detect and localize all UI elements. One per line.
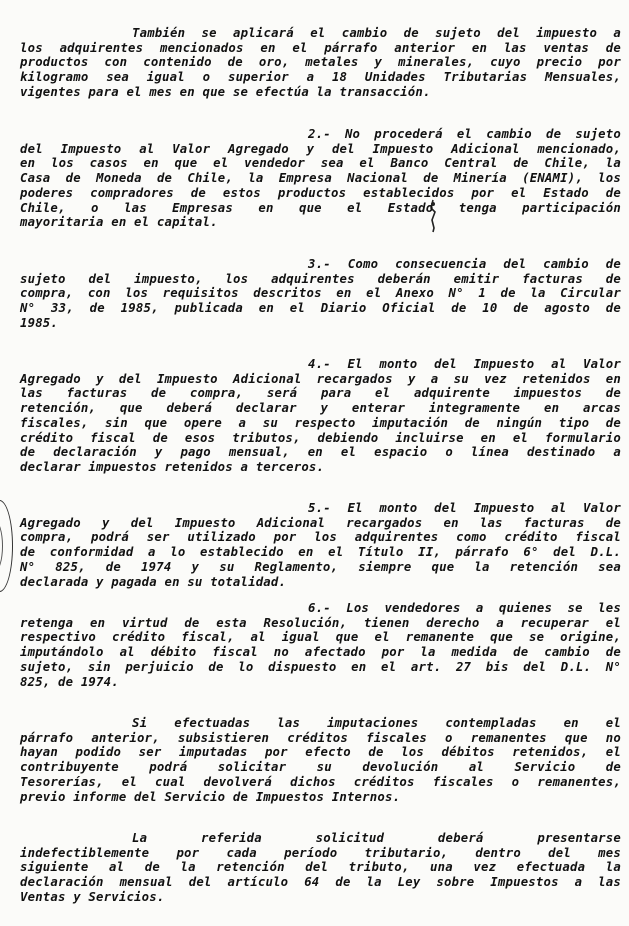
paragraph-7 bbox=[20, 716, 621, 804]
paragraph-line: Si efectuadas las imputaciones contempladas en el bbox=[132, 716, 621, 730]
paragraph-line: párrafo anterior, subsistieren créditos fiscales o remanentes que no bbox=[20, 730, 621, 745]
paragraph-5 bbox=[20, 501, 621, 589]
paragraph-line: en los casos en que el vendedor sea el Banco Central de Chile, la bbox=[20, 156, 621, 171]
paragraph-line: kilogramo sea igual o superior a 18 Unidades Tributarias Mensuales, bbox=[20, 70, 621, 85]
paragraph-1 bbox=[20, 26, 621, 100]
paragraph-line: sujeto, sin perjuicio de lo dispuesto en el art. 27 bis del D.L. N° bbox=[20, 659, 621, 674]
paragraph-3 bbox=[20, 257, 621, 331]
paragraph-line: fiscales, sin que opere a su respecto imputación de ningún tipo de bbox=[20, 415, 621, 430]
paragraph-line: mayoritaria en el capital. bbox=[20, 215, 218, 230]
paragraph-line: hayan podido ser imputadas por efecto de los débitos retenidos, el bbox=[20, 745, 621, 760]
paragraph-line: 2.- No procederá el cambio de sujeto bbox=[308, 127, 621, 141]
paragraph-line: contribuyente podrá solicitar su devolución al Servicio de bbox=[20, 760, 621, 775]
paragraph-line: declaración mensual del artículo 64 de la Ley sobre Impuestos a las bbox=[20, 875, 621, 890]
paragraph-line: crédito fiscal de esos tributos, debiendo incluirse en el formulario bbox=[20, 430, 621, 445]
paragraph-line: retenga en virtud de esta Resolución, tienen derecho a recuperar el bbox=[20, 615, 621, 630]
paragraph-line: Ventas y Servicios. bbox=[20, 889, 165, 904]
paragraph-line: N° 33, de 1985, publicada en el Diario Oficial de 10 de agosto de bbox=[20, 301, 621, 316]
paragraph-line: poderes compradores de estos productos establecidos por el Estado de bbox=[20, 185, 621, 200]
paragraph-line: sujeto del impuesto, los adquirentes deberán emitir facturas de bbox=[20, 271, 621, 286]
paragraph-line: 5.- El monto del Impuesto al Valor bbox=[308, 501, 621, 515]
paragraph-line: 6.- Los vendedores a quienes se les bbox=[308, 601, 621, 615]
paragraph-line: Tesorerías, el cual devolverá dichos créditos fiscales o remanentes, bbox=[20, 774, 621, 789]
paragraph-4 bbox=[20, 357, 621, 475]
paragraph-line: las facturas de compra, será para el adquirente impuestos de bbox=[20, 386, 621, 401]
paragraph-line: La referida solicitud deberá presentarse bbox=[132, 831, 621, 845]
paragraph-line: del Impuesto al Valor Agregado y del Impuesto Adicional mencionado, bbox=[20, 141, 621, 156]
paragraph-line: Casa de Moneda de Chile, la Empresa Nacional de Minería (ENAMI), los bbox=[20, 171, 621, 186]
paragraph-line: declarar impuestos retenidos a terceros. bbox=[20, 459, 325, 474]
paragraph-line: siguiente al de la retención del tributo, una vez efectuada la bbox=[20, 860, 621, 875]
paragraph-line: 4.- El monto del Impuesto al Valor bbox=[308, 357, 621, 371]
paragraph-line: Agregado y del Impuesto Adicional recargados y a su vez retenidos en bbox=[20, 371, 621, 386]
paragraph-line: indefectiblemente por cada período tributario, dentro del mes bbox=[20, 845, 621, 860]
paragraph-line: vigentes para el mes en que se efectúa la transacción. bbox=[20, 84, 431, 99]
paragraph-line: Agregado y del Impuesto Adicional recargados en las facturas de bbox=[20, 515, 621, 530]
paragraph-line: 3.- Como consecuencia del cambio de bbox=[308, 257, 621, 271]
paragraph-line: compra, podrá ser utilizado por los adquirentes como crédito fiscal bbox=[20, 530, 621, 545]
paragraph-line: También se aplicará el cambio de sujeto del impuesto a bbox=[132, 26, 621, 40]
paragraph-line: previo informe del Servicio de Impuestos Internos. bbox=[20, 789, 401, 804]
paragraph-line: respectivo crédito fiscal, al igual que el remanente que se origine, bbox=[20, 630, 621, 645]
paragraph-line: de conformidad a lo establecido en el Título II, párrafo 6° del D.L. bbox=[20, 545, 621, 560]
paragraph-line: 1985. bbox=[20, 315, 59, 330]
paragraph-line: Chile, o las Empresas en que el Estado tenga participación bbox=[20, 200, 621, 215]
paragraph-line: compra, con los requisitos descritos en el Anexo N° 1 de la Circular bbox=[20, 286, 621, 301]
paragraph-line: 825, de 1974. bbox=[20, 674, 119, 689]
paragraph-line: retención, que deberá declarar y enterar integramente en arcas bbox=[20, 401, 621, 416]
paragraph-line: los adquirentes mencionados en el párrafo anterior en las ventas de bbox=[20, 40, 621, 55]
paragraph-line: imputándolo al débito fiscal no afectado por la medida de cambio de bbox=[20, 645, 621, 660]
paragraph-line: N° 825, de 1974 y su Reglamento, siempre que la retención sea bbox=[20, 559, 621, 574]
paragraph-2 bbox=[20, 127, 621, 230]
paragraph-line: de declaración y pago mensual, en el espacio o línea destinado a bbox=[20, 445, 621, 460]
paragraph-8 bbox=[20, 831, 621, 905]
paragraph-line: productos con contenido de oro, metales y minerales, cuyo precio por bbox=[20, 55, 621, 70]
paragraph-line: declarada y pagada en su totalidad. bbox=[20, 574, 287, 589]
paragraph-6 bbox=[20, 601, 621, 689]
